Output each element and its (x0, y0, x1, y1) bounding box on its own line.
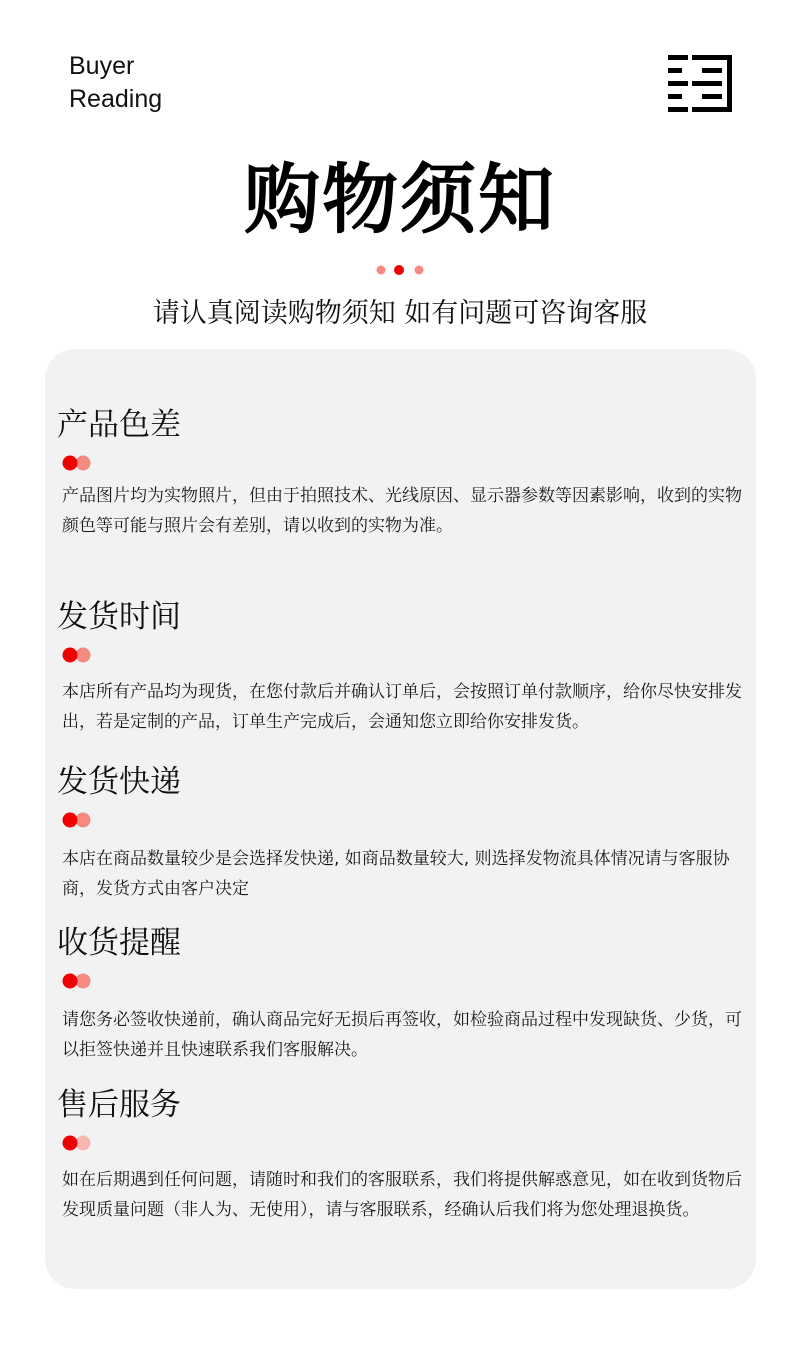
section-title: 发货快递 (57, 764, 181, 800)
section-text: 本店所有产品均为现货，在您付款后并确认订单后，会按照订单付款顺序，给你尽快安排发出，若是定制的产品，订单生产完成后，会通知您立即给你安排发货。 (62, 682, 742, 732)
brand-line-2: Reading (69, 85, 163, 113)
section-text: 本店在商品数量较少是会选择发快递, 如商品数量较大, 则选择发物流具体情况请与客服协商，发货方式由客户决定 (62, 849, 730, 899)
section-text: 请您务必签收快递前，确认商品完好无损后再签收，如检验商品过程中发现缺货、少货，可以拒签快递并且快速联系我们客服解决。 (62, 1010, 742, 1060)
section-title: 收货提醒 (57, 925, 181, 961)
notice-card (45, 349, 756, 1289)
section-text: 如在后期遇到任何问题，请随时和我们的客服联系，我们将提供解惑意见，如在收到货物后发现质量问题（非人为、无使用），请与客服联系，经确认后我们将为您处理退换货。 (62, 1170, 742, 1220)
double-dot-icon (62, 973, 92, 989)
page-subtitle: 请认真阅读购物须知 如有问题可咨询客服 (152, 298, 648, 329)
section-text: 产品图片均为实物照片，但由于拍照技术、光线原因、显示器参数等因素影响，收到的实物颜色等可能与照片会有差别，请以收到的实物为准。 (62, 486, 742, 536)
striped-logo-icon (668, 55, 732, 112)
double-dot-icon (62, 1135, 92, 1151)
brand-line-1: Buyer (69, 52, 135, 80)
double-dot-icon (62, 455, 92, 471)
double-dot-icon (62, 812, 92, 828)
section-title: 发货时间 (57, 599, 181, 635)
section-title: 售后服务 (57, 1087, 181, 1123)
page-title: 购物须知 (244, 155, 556, 244)
decorative-dots-icon (376, 264, 426, 276)
double-dot-icon (62, 647, 92, 663)
brand-text (69, 50, 162, 116)
section-title: 产品色差 (57, 407, 181, 443)
